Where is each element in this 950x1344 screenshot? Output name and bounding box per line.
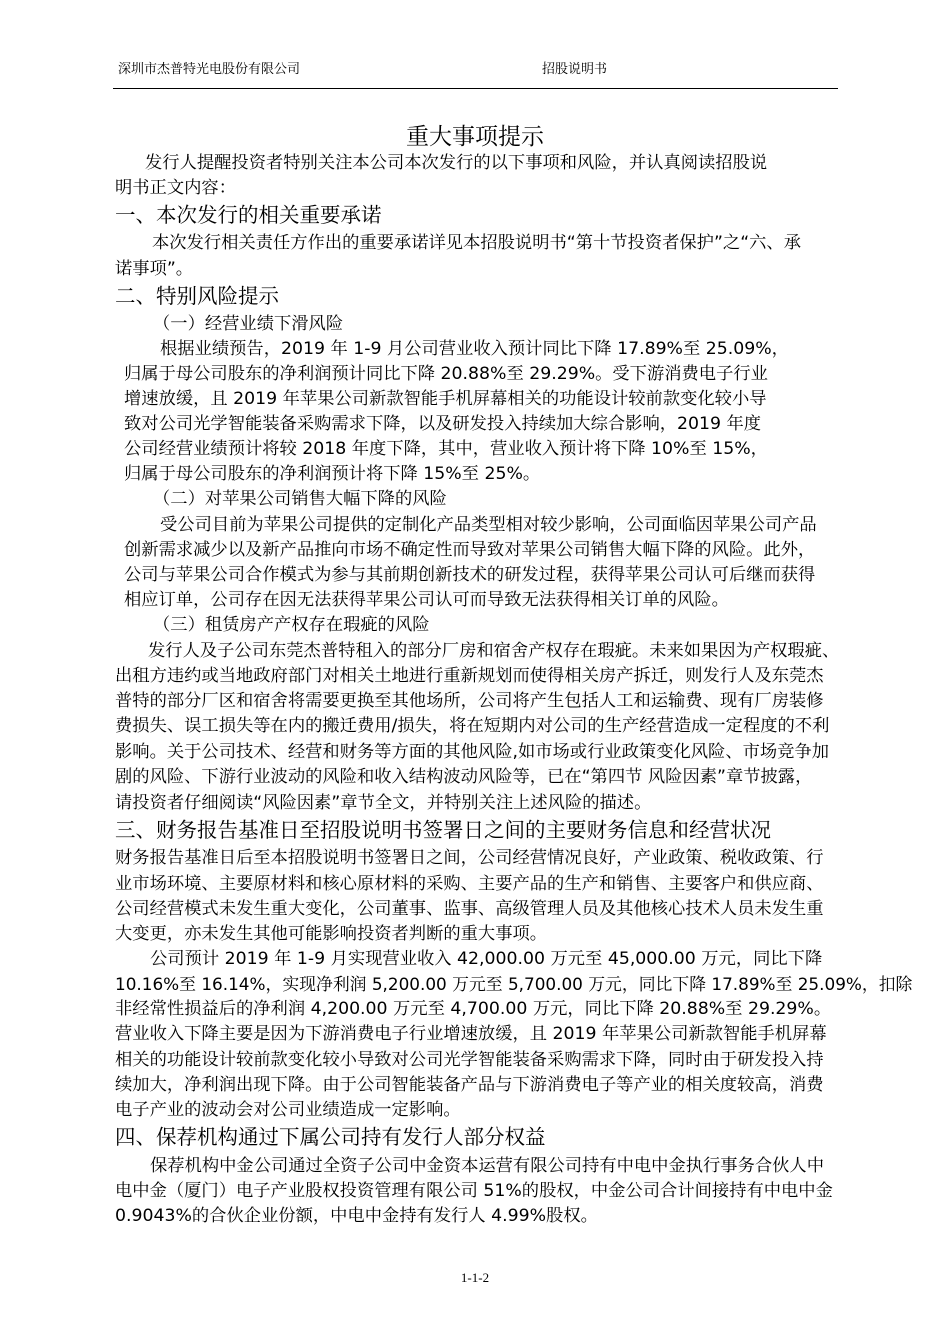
s2-sub2-line: 公司与苹果公司合作模式为参与其前期创新技术的研发过程，获得苹果公司认可后继而获得 [124,565,816,585]
s2-sub2-line: 相应订单，公司存在因无法获得苹果公司认可而导致无法获得相关订单的风险。 [124,590,729,610]
page-number: 1-1-2 [460,1270,490,1285]
section-heading-4: 四、保荐机构通过下属公司持有发行人部分权益 [115,1125,546,1149]
header-rule [113,88,838,89]
s2-sub3-line: 发行人及子公司东莞杰普特租入的部分厂房和宿舍产权存在瑕疵。未来如果因为产权瑕疵、 [148,641,840,661]
subheading-2: （二）对苹果公司销售大幅下降的风险 [153,489,447,509]
s3-line: 大变更，亦未发生其他可能影响投资者判断的重大事项。 [115,924,548,944]
s2-sub3-line: 出租方违约或当地政府部门对相关土地进行重新规划而使得相关房产拆迁，则发行人及东莞杰 [115,666,824,686]
s3-line: 公司经营模式未发生重大变化，公司董事、监事、高级管理人员及其他核心技术人员未发生重 [115,899,824,919]
s2-sub1-line: 根据业绩预告，2019 年 1-9 月公司营业收入预计同比下降 17.89%至 25.09%， [160,339,789,359]
section-heading-1: 一、本次发行的相关重要承诺 [115,203,382,227]
s3-line: 10.16%至 16.14%，实现净利润 5,200.00 万元至 5,700.00 万元，同比下降 17.89%至 25.09%，扣除 [115,974,913,994]
s2-sub1-line: 致对公司光学智能装备采购需求下降，以及研发投入持续加大综合影响，2019 年度 [124,414,762,434]
s1-line: 诺事项”。 [115,259,194,279]
s3-line: 续加大，净利润出现下降。由于公司智能装备产品与下游消费电子等产业的相关度较高，消费 [115,1075,824,1095]
s2-sub3-line: 剧的风险、下游行业波动的风险和收入结构波动风险等，已在“第四节 风险因素”章节披露， [115,767,813,787]
s2-sub3-line: 普特的部分厂区和宿舍将需要更换至其他场所，公司将产生包括人工和运输费、现有厂房装修 [115,691,824,711]
header-doc-type: 招股说明书 [542,62,608,77]
s2-sub3-line: 请投资者仔细阅读“风险因素”章节全文，并特别关注上述风险的描述。 [115,793,652,813]
s1-line: 本次发行相关责任方作出的重要承诺详见本招股说明书“第十节投资者保护”之“六、承 [152,233,801,253]
header-company: 深圳市杰普特光电股份有限公司 [118,62,301,77]
intro-line: 发行人提醒投资者特别关注本公司本次发行的以下事项和风险，并认真阅读招股说 [145,153,768,173]
page-title: 重大事项提示 [406,124,544,150]
s3-line: 营业收入下降主要是因为下游消费电子行业增速放缓，且 2019 年苹果公司新款智能手机屏幕 [115,1024,827,1044]
s4-line: 0.9043%的合伙企业份额，中电中金持有发行人 4.99%股权。 [115,1206,598,1226]
s2-sub1-line: 公司经营业绩预计将较 2018 年度下降，其中，营业收入预计将下降 10%至 15%， [124,439,768,459]
s3-line: 业市场环境、主要原材料和核心原材料的采购、主要产品的生产和销售、主要客户和供应商、 [115,874,824,894]
section-heading-3: 三、财务报告基准日至招股说明书签署日之间的主要财务信息和经营状况 [115,818,771,842]
s3-line: 电子产业的波动会对公司业绩造成一定影响。 [115,1100,461,1120]
s3-line: 财务报告基准日后至本招股说明书签署日之间，公司经营情况良好，产业政策、税收政策、行 [115,848,824,868]
s3-line: 非经常性损益后的净利润 4,200.00 万元至 4,700.00 万元，同比下降 20.88%至 29.29%。 [115,999,832,1019]
subheading-3: （三）租赁房产产权存在瑕疵的风险 [153,615,430,635]
s2-sub2-line: 受公司目前为苹果公司提供的定制化产品类型相对较少影响，公司面临因苹果公司产品 [160,515,817,535]
s2-sub1-line: 归属于母公司股东的净利润预计将下降 15%至 25%。 [124,464,541,484]
s3-line: 相关的功能设计较前款变化较小导致对公司光学智能装备采购需求下降，同时由于研发投入持 [115,1050,824,1070]
section-heading-2: 二、特别风险提示 [115,284,279,308]
s2-sub1-line: 增速放缓，且 2019 年苹果公司新款智能手机屏幕相关的功能设计较前款变化较小导 [124,389,767,409]
subheading-1: （一）经营业绩下滑风险 [153,314,344,334]
s3-line: 公司预计 2019 年 1-9 月实现营业收入 42,000.00 万元至 45,000.00 万元，同比下降 [150,949,823,969]
s2-sub2-line: 创新需求减少以及新产品推向市场不确定性而导致对苹果公司销售大幅下降的风险。此外， [124,540,816,560]
s4-line: 电中金（厦门）电子产业股权投资管理有限公司 51%的股权，中金公司合计间接持有中电中金 [115,1181,833,1201]
s2-sub1-line: 归属于母公司股东的净利润预计同比下降 20.88%至 29.29%。受下游消费电子行业 [124,364,768,384]
s2-sub3-line: 影响。关于公司技术、经营和财务等方面的其他风险,如市场或行业政策变化风险、市场竞争加 [115,742,830,762]
intro-line: 明书正文内容： [115,178,236,198]
s4-line: 保荐机构中金公司通过全资子公司中金资本运营有限公司持有中电中金执行事务合伙人中 [150,1156,824,1176]
s2-sub3-line: 费损失、误工损失等在内的搬迁费用/损失，将在短期内对公司的生产经营造成一定程度的不利 [115,716,830,736]
